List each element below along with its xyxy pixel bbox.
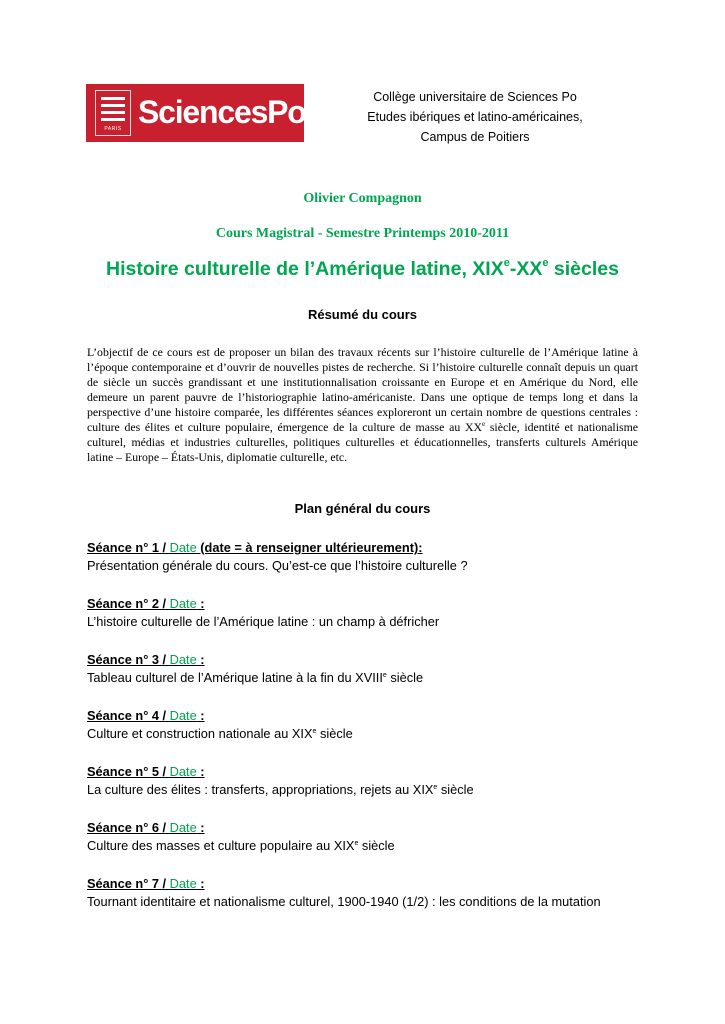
seance-heading: Séance n° 1 / Date (date = à renseigner ultérieurement): [87,540,423,555]
page-title: Histoire culturelle de l’Amérique latine, XIXe-XXe siècles [106,257,619,280]
seance-date: Date [169,764,197,779]
seance-item [87,875,638,912]
seance-description: Tableau culturel de l’Amérique latine à la fin du XVIIIe siècle [87,670,424,685]
seance-item [87,539,638,576]
abstract-paragraph: L’objectif de ce cours est de proposer un bilan des travaux récents sur l’histoire culturelle de l’Amérique latine à l’époque contemporaine et d’ouvrir de nouvelles pistes de recherche. Si l’histoire culturelle connaît depuis un quart de siècle un succès grandissant et une institutionnalisation croissante en Europe et en Amérique du Nord, elle demeure un parent pauvre de l’historiographie latino-américaniste. Dans une optique de temps long et dans la perspective d’une histoire comparée, les différentes séances exploreront un certain nombre de questions centrales : culture des élites et culture populaire, émergence de la culture de masse au XXe siècle, identité et nationalisme culturel, médias et industries culturelles, politiques culturelles et éducationnelles, transferts culturels Amérique latine – Europe – États-Unis, diplomatie culturelle, etc. [87,345,638,464]
crest-icon [95,90,131,136]
seance-item [87,595,638,632]
seance-heading: Séance n° 3 / Date : [87,652,205,667]
seance-description: La culture des élites : transferts, appropriations, rejets au XIXe siècle [87,782,474,797]
seance-date: Date [169,820,197,835]
seance-description: L’histoire culturelle de l’Amérique latine : un champ à défricher [87,614,440,629]
seance-heading: Séance n° 6 / Date : [87,820,205,835]
institution-line: Campus de Poitiers [420,130,530,144]
seance-item [87,707,638,744]
course-info: Cours Magistral - Semestre Printemps 2010-2011 [215,226,510,241]
seance-item [87,763,638,800]
resume-heading: Résumé du cours [307,307,418,322]
institution-block [330,87,620,147]
seance-heading: Séance n° 2 / Date : [87,596,205,611]
seance-description: Tournant identitaire et nationalisme culturel, 1900-1940 (1/2) : les conditions de la mutation [87,894,601,909]
seance-date: Date [169,876,197,891]
seance-date: Date [169,652,197,667]
plan-heading: Plan général du cours [294,501,431,516]
seance-item [87,819,638,856]
seance-item [87,651,638,688]
institution-line: Collège universitaire de Sciences Po [373,90,577,104]
sciences-po-logo [86,84,314,142]
seance-date: Date [169,708,197,723]
seance-description: Culture et construction nationale au XIXe siècle [87,726,353,741]
institution-line: Etudes ibériques et latino-américaines, [367,110,583,124]
logo-wordmark: SciencesPo. [138,94,314,130]
seance-date: Date [169,596,197,611]
seance-heading: Séance n° 7 / Date : [87,876,205,891]
seance-description: Culture des masses et culture populaire au XIXe siècle [87,838,395,853]
author-name: Olivier Compagnon [303,191,422,206]
crest-caption: PARIS [104,126,122,132]
seance-heading: Séance n° 4 / Date : [87,708,205,723]
seance-date: Date [169,540,197,555]
seance-description: Présentation générale du cours. Qu’est-ce que l’histoire culturelle ? [87,558,468,573]
seance-heading: Séance n° 5 / Date : [87,764,205,779]
